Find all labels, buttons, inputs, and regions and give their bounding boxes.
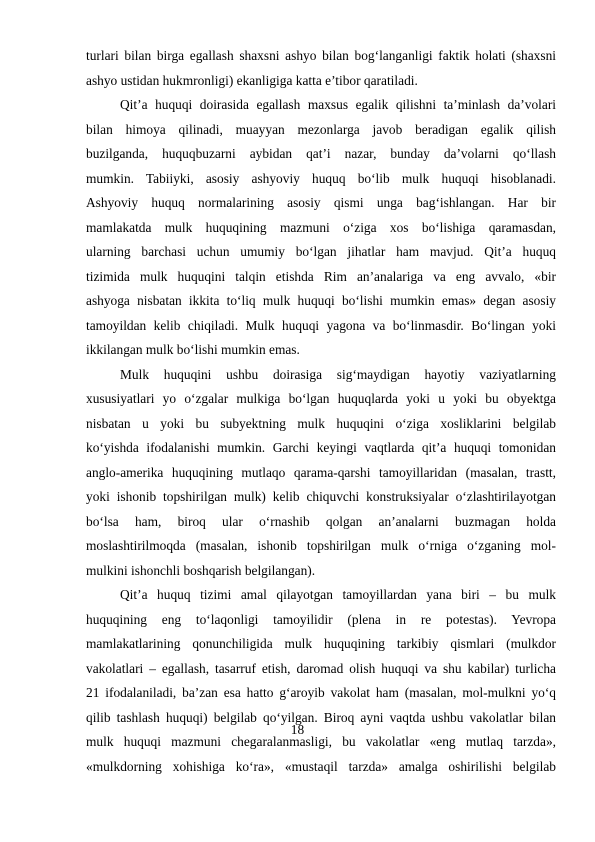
paragraph	[86, 44, 556, 93]
text-line: mamlakatlarining qonunchiligida mulk huquqining tarkibiy qismlari (mulkdor	[86, 636, 556, 651]
text-line: anglo-amerika huquqining mutlaqo qarama-qarshi tamoyillaridan (masalan, trastt,	[86, 464, 556, 480]
text-line: ikkilangan mulk bo‘lishi mumkin emas.	[86, 342, 300, 357]
text-line: Qit’a huquq tizimi amal qilayotgan tamoyillardan yana biri – bu mulk	[120, 587, 556, 602]
text-line: tamoyildan kelib chiqiladi. Mulk huquqi yagona va bo‘linmasdir. Bo‘lingan yoki	[86, 317, 556, 333]
page-number: 18	[290, 722, 305, 737]
text-line: tizimida mulk huquqini talqin etishda Rim an’analariga va eng avvalo, «bir	[86, 268, 556, 284]
text-line: xususiyatlari yo o‘zgalar mulkiga bo‘lgan huquqlarda yoki u yoki bu obyektga	[86, 391, 556, 406]
text-line: ashyoga nisbatan ikkita to‘liq mulk huquqi bo‘lishi mumkin emas» degan asosiy	[86, 293, 556, 308]
text-line: vakolatlari – egallash, tasarruf etish, daromad olish huquqi va shu kabilar) turlicha	[86, 660, 556, 676]
text-line: turlari bilan birga egallash shaxsni ashyo bilan bog‘langanligi faktik holati (shaxsni	[86, 48, 556, 63]
text-line: ularning barchasi uchun umumiy bo‘lgan jihatlar ham mavjud. Qit’a huquq	[86, 244, 556, 259]
text-line: Qit’a huquqi doirasida egallash maxsus egalik qilishni ta’minlash da’volari	[120, 97, 556, 112]
text-line: mamlakatda mulk huquqining mazmuni o‘ziga xos bo‘lishiga qaramasdan,	[86, 219, 556, 235]
text-line: mulkini ishonchli boshqarish belgilangan).	[86, 562, 316, 578]
text-line: nisbatan u yoki bu subyektning mulk huquqini o‘ziga xosliklarini belgilab	[86, 415, 556, 431]
text-line: qilib tashlash huquqi) belgilab qo‘yilgan. Biroq ayni vaqtda ushbu vakolatlar bilan	[86, 709, 556, 725]
text-line: ashyo ustidan hukmronligi) ekanligiga katta e’tibor qaratiladi.	[86, 72, 418, 88]
document-body	[86, 44, 556, 779]
paragraph	[86, 363, 556, 584]
text-line: buzilganda, huquqbuzarni aybidan qat’i nazar, bunday da’volarni qo‘llash	[86, 146, 556, 161]
text-line: ko‘yishda ifodalanishi mumkin. Garchi keyingi vaqtlarda qit’a huquqi tomonidan	[86, 440, 556, 455]
text-line: mumkin. Tabiiyki, asosiy ashyoviy huquq bo‘lib mulk huquqi hisoblanadi.	[86, 170, 556, 186]
text-line: bo‘lsa ham, biroq ular o‘rnashib qolgan an’analarni buzmagan holda	[86, 513, 556, 529]
text-line: Ashyoviy huquq normalarining asosiy qismi unga bag‘ishlangan. Har bir	[86, 195, 556, 210]
text-line: yoki ishonib topshirilgan mulk) kelib chiquvchi konstruksiyalar o‘zlashtirilayotgan	[86, 489, 556, 504]
text-line: huquqining eng to‘laqonligi tamoyilidir (plena in re potestas). Yevropa	[86, 611, 556, 627]
text-line: moslashtirilmoqda (masalan, ishonib topshirilgan mulk o‘rniga o‘zganing mol-	[86, 538, 556, 553]
paragraph	[86, 93, 556, 363]
text-line: Mulk huquqini ushbu doirasiga sig‘maydigan hayotiy vaziyatlarning	[120, 366, 556, 382]
text-line: mulk huquqi mazmuni chegaralanmasligi, bu vakolatlar «eng mutlaq tarzda»,	[86, 734, 556, 749]
paragraph	[86, 583, 556, 779]
text-line: bilan himoya qilinadi, muayyan mezonlarga javob beradigan egalik qilish	[86, 121, 556, 137]
text-line: «mulkdorning xohishiga ko‘ra», «mustaqil tarzda» amalga oshirilishi belgilab	[86, 758, 556, 774]
text-line: 21 ifodalaniladi, ba’zan esa hatto g‘aroyib vakolat ham (masalan, mol-mulkni yo‘q	[86, 685, 556, 700]
